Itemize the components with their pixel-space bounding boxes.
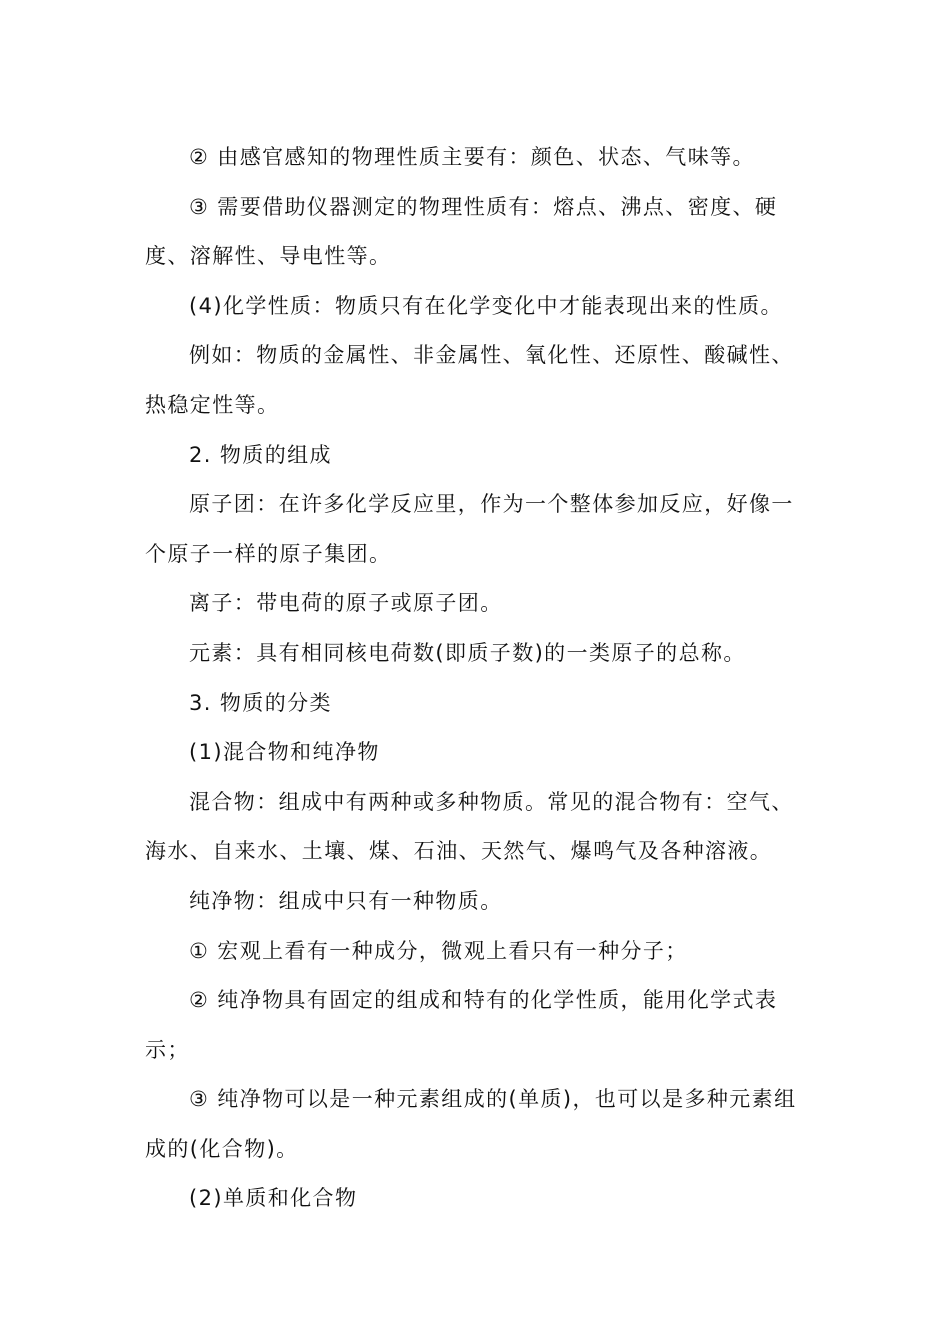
paragraph-pure-substance: 纯净物：组成中只有一种物质。 [189, 888, 503, 913]
heading-classification: 3. 物质的分类 [189, 690, 332, 715]
subheading-mixture-pure: (1)混合物和纯净物 [189, 740, 380, 765]
paragraph-physical-sensory: ② 由感官感知的物理性质主要有：颜色、状态、气味等。 [189, 145, 755, 169]
paragraph-chemical-examples: 例如：物质的金属性、非金属性、氧化性、还原性、酸碱性、热稳定性等。 [145, 343, 794, 417]
paragraph-pure-point-3: ③ 纯净物可以是一种元素组成的(单质)，也可以是多种元素组成的(化合物)。 [145, 1087, 797, 1161]
paragraph-chemical-property: (4)化学性质：物质只有在化学变化中才能表现出来的性质。 [189, 293, 783, 318]
paragraph-ion: 离子：带电荷的原子或原子团。 [189, 591, 503, 616]
paragraph-physical-instrument: ③ 需要借助仪器测定的物理性质有：熔点、沸点、密度、硬度、溶解性、导电性等。 [145, 194, 778, 269]
paragraph-pure-point-1: ① 宏观上看有一种成分，微观上看只有一种分子； [189, 938, 688, 963]
paragraph-atomic-group: 原子团：在许多化学反应里，作为一个整体参加反应，好像一个原子一样的原子集团。 [145, 492, 794, 566]
subheading-element-compound: (2)单质和化合物 [189, 1186, 358, 1211]
paragraph-mixture: 混合物：组成中有两种或多种物质。常见的混合物有：空气、海水、自来水、土壤、煤、石油、天然气、爆鸣气及各种溶液。 [145, 789, 794, 864]
document-body [145, 133, 810, 1224]
paragraph-pure-point-2: ② 纯净物具有固定的组成和特有的化学性质，能用化学式表示； [145, 988, 778, 1062]
heading-composition: 2. 物质的组成 [189, 442, 332, 467]
paragraph-element: 元素：具有相同核电荷数(即质子数)的一类原子的总称。 [189, 640, 746, 665]
